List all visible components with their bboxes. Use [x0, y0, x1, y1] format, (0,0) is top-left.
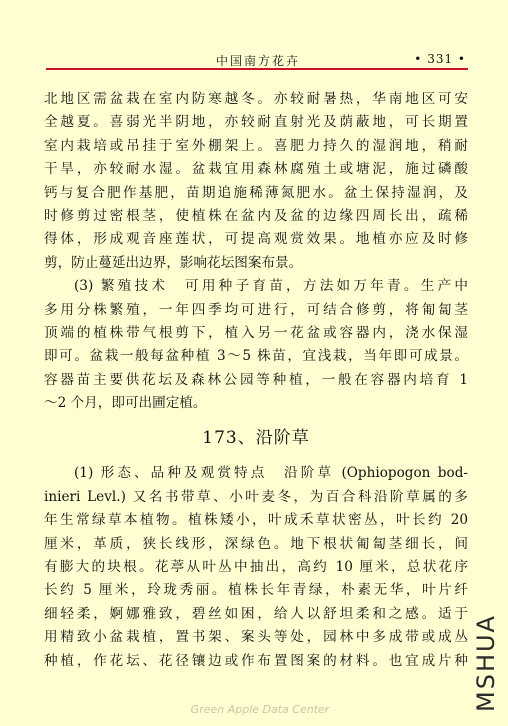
- page-header: [46, 52, 466, 68]
- text-line: (3) 繁殖技术 可用种子育苗，方法如万年青。生产中: [74, 278, 468, 295]
- paragraph-1: [44, 88, 468, 275]
- text-line: 得体，形成观音座莲状，可提高观赏效果。地植亦应及时修: [44, 231, 468, 248]
- text-line: 容器苗主要供花坛及森林公园等种植，一般在容器内培育 1: [44, 371, 468, 388]
- text-line: 长约 5 厘米，玲珑秀丽。植株长年青绿，朴素无华，叶片纤: [44, 582, 468, 599]
- side-mark: MSHUA: [472, 614, 500, 712]
- text-line: 干旱，亦较耐水湿。盆栽宜用森林腐殖土或塘泥，施过磷酸: [44, 161, 468, 178]
- text-line: 年生常绿草本植物。植株矮小，叶成禾草状密丛，叶长约 20: [44, 512, 468, 529]
- text-line: 时修剪过密根茎，使植株在盆内及盆的边缘四周长出，疏稀: [44, 207, 468, 224]
- watermark: Green Apple Data Center: [190, 703, 330, 716]
- text-line: 用精致小盆栽植，置书架、案头等处，园林中多成带或成丛: [44, 629, 468, 646]
- running-title: 中国南方花卉: [216, 54, 301, 68]
- section-heading: 173、沿阶草: [202, 428, 310, 449]
- text-line: 全越夏。喜弱光半阴地，亦较耐直射光及荫蔽地，可长期置: [44, 114, 468, 131]
- text-line: (1) 形态、品种及观赏特点 沿阶草 (Ophiopogon bod-: [74, 465, 468, 482]
- text-line: 厘米，革质，狭长线形，深绿色。地下根状匍匐茎细长，间: [44, 535, 468, 552]
- text-line: 种植，作花坛、花径镶边或作布置图案的材料。也宜成片种: [44, 652, 468, 669]
- text-line: 室内栽培或吊挂于室外棚架上。喜肥力持久的湿润地，稍耐: [44, 137, 468, 154]
- text-line: 顶端的植株带气根剪下，植入另一花盆或容器内，浇水保湿: [44, 324, 468, 341]
- paragraph-2: [44, 275, 468, 415]
- page-number: • 331 •: [414, 52, 466, 66]
- text-line: 即可。盆栽一般每盆种植 3～5 株苗，宜浅栽，当年即可成景。: [44, 348, 468, 365]
- text-line: ～2 个月，即可出圃定植。: [44, 395, 207, 412]
- text-line: 北地区需盆栽在室内防寒越冬。亦较耐暑热，华南地区可安: [44, 91, 468, 107]
- text-line: 剪，防止蔓延出边界，影响花坛图案布景。: [44, 254, 303, 271]
- paragraph-3: [44, 462, 468, 673]
- text-line: 钙与复合肥作基肥，苗期追施稀薄氮肥水。盆土保持湿润，及: [44, 184, 468, 201]
- page-body: [44, 88, 468, 673]
- header-rule: [46, 68, 468, 70]
- text-line: 有膨大的块根。花葶从叶丛中抽出，高约 10 厘米，总状花序: [44, 559, 468, 576]
- text-line: 细轻柔，婀娜雅致，碧丝如困，给人以舒坦柔和之感。适于: [44, 605, 468, 622]
- text-line: 多用分株繁殖，一年四季均可进行，可结合修剪，将匍匐茎: [44, 301, 468, 318]
- text-line: inieri Levl.) 又名书带草、小叶麦冬，为百合科沿阶草属的多: [44, 488, 468, 505]
